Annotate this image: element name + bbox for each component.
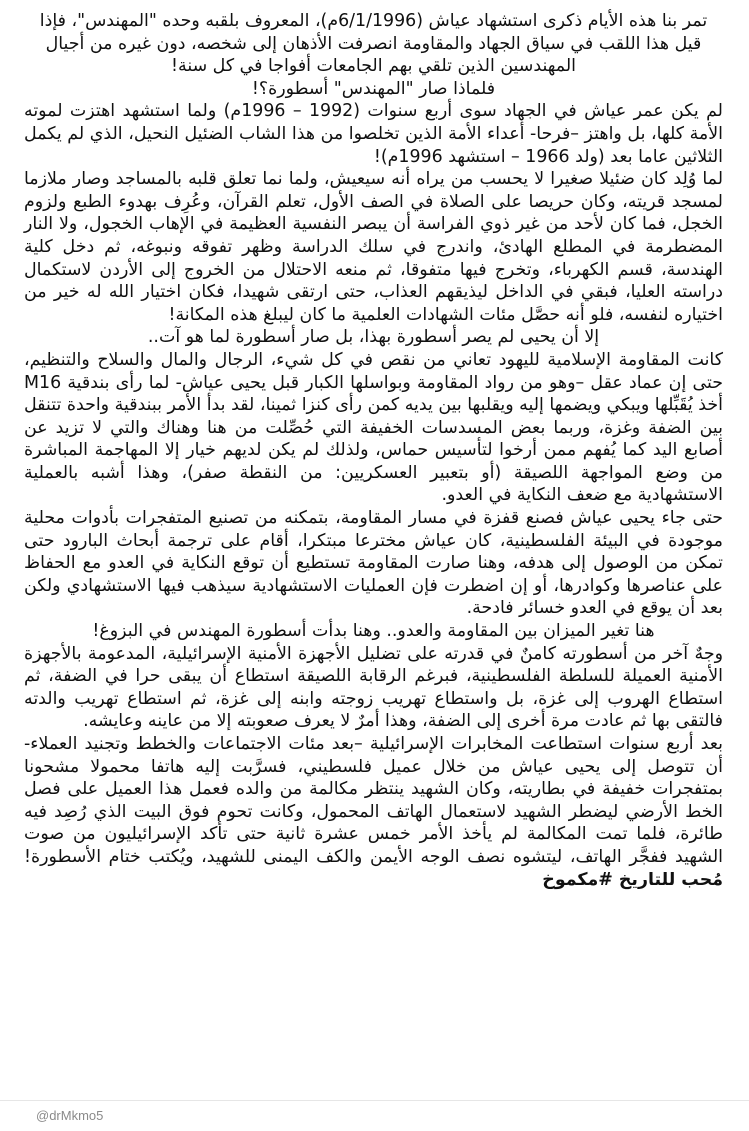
article-paragraph: هنا تغير الميزان بين المقاومة والعدو.. وهنا بدأت أسطورة المهندس في البزوغ! [92,621,655,642]
paragraph-text: بعد أربع سنوات استطاعت المخابرات الإسرائيلية –بعد مئات الاجتماعات والخطط وتجنيد العملاء- أن تتوصل إلى يحيى عياش من خلال عميل فلسطيني، فسرَّبت إليه هاتفا محمولا مشحونا بمتفجرات خفيفة في بطاريته، وكان الشهيد ينتظر مكالمة من والده فعمل هذا العميل على فصل الخط الأرضي ليضطر الشهيد لاستعمال الهاتف المحمول، وكانت تحوم فوق البيت الذي رُصِد فيه طائرة، فلما تمت المكالمة لم يأخذ الأمر خمس عشرة ثانية حتى تأكد الإسرائيليون من صوت الشهيد ففجَّر الهاتف، ليتشوه نصف الوجه الأيمن والكف اليمنى للشهيد، ويُكتب ختام الأسطورة! [24,734,723,867]
article-paragraph: إلا أن يحيى لم يصر أسطورة بهذا، بل صار أسطورة لما هو آت.. [147,327,600,348]
article-paragraph: حتى جاء يحيى عياش فصنع قفزة في مسار المقاومة، بتمكنه من تصنيع المتفجرات بأدوات محلية موجودة في البيئة الفلسطينية، كان عياش مخترعا مبتكرا، أقام على ترجمة أبحاث البارود حتى تمكن من الوصول إلى هدفه، وهنا صارت المقاومة تستطيع أن توقع النكاية في العدو مع الحفاظ على عناصرها وكوادرها، أو إن اضطرت فإن العمليات الاستشهادية سيذهب فيها الاستشهادي ولكن بعد أن يوقع في العدو خسائر فادحة. [24,508,723,619]
article-paragraph: كانت المقاومة الإسلامية لليهود تعاني من نقص في كل شيء، الرجال والمال والسلاح والتنظيم، حتى إن عماد عقل –وهو من رواد المقاومة وبواسلها الكبار قبل يحيى عياش- لما رأى بندقية M16 أخذ يُقَبِّلها ويبكي ويضمها إليه ويقلبها بين يديه كمن رأى كنزا ثمينا، لقد بدأ الأمر ببندقية واحدة تتنقل بين الضفة وغزة، وربما بعض المسدسات الخفيفة التي حُصِّلت من هنا وهناك والتي لا تزيد عن أصابع اليد كما يُفهم ممن أرخوا لتأسيس حماس، ولذلك لم يكن لديهم خيار إلا المهاجمة المباشرة من وضع المواجهة اللصيقة (أو بتعبير العسكريين: من النقطة صفر)، وهذا أشبه بالعملية الاستشهادية مع ضعف النكاية في العدو. [24,349,723,506]
article-paragraph: وجهٌ آخر من أسطورته كامنٌ في قدرته على تضليل الأجهزة الأمنية الإسرائيلية، المدعومة بالأجهزة الأمنية العميلة للسلطة الفلسطينية، فبرغم الرقابة اللصيقة استطاع أن يبقى حرا في الضفة، ثم استطاع الهروب إلى غزة، بل واستطاع تهريب زوجته وابنه إلى غزة، ثم استطاع تهريب والدته فالتقى بها ثم عادت مرة أخرى إلى الضفة، وهذا أمرٌ لا يعرف صعوبته إلا من عاينه وعايشه. [24,643,723,732]
image-footer [0,1100,749,1131]
article-body [24,10,723,891]
author-handle: @drMkmo5 [36,1108,104,1123]
article-paragraph: لم يكن عمر عياش في الجهاد سوى أربع سنوات (1992 – 1996م) ولما استشهد اهتزت لموته الأمة كلها، بل واهتز –فرحا- أعداء الأمة الذين تخلصوا من هذا الشاب الضئيل النحيل، الذي لم يكمل الثلاثين عاما بعد (ولد 1966 – استشهد 1996م)! [24,101,723,167]
article-paragraph: لما وُلِد كان ضئيلا صغيرا لا يحسب من يراه أنه سيعيش، ولما نما تعلق قلبه بالمساجد وصار ملازما لمسجد قريته، وكان حريصا على الصلاة في الصف الأول، تعلم القرآن، وعُرِف بهدوء الطبع ولزوم الخجل، فما كان لأحد من غير ذوي الفراسة أن يبصر النفسية العظيمة في الإهاب الخجول، ولا النار المضطرمة في المطلع الهادئ، واندرج في سلك الدراسة وظهر تفوقه ونبوغه، ثم دخل كلية الهندسة، قسم الكهرباء، وتخرج فيها متفوقا، ثم منعه الاحتلال من الخروج إلى الأردن لاستكمال دراسته العليا، فبقي في الداخل ليذيقهم العذاب، حتى ارتقى شهيدا، فكان اختيار الله له خير من اختياره لنفسه، فلو أنه حصَّل مئات الشهادات العلمية ما كان ليبلغ هذه المكانة! [24,169,723,325]
article-paragraph: فلماذا صار "المهندس" أسطورة؟! [251,78,496,99]
article-paragraph: تمر بنا هذه الأيام ذكرى استشهاد عياش (6/1/1996م)، المعروف بلقبه وحده "المهندس"، فإذا قيل هذا اللقب في سياق الجهاد والمقاومة انصرفت الأذهان إلى شخصه، دون غيره من أجيال المهندسين الذين تلقي بهم الجامعات أفواجا في كل سنة! [39,11,708,77]
article-paragraph [24,733,723,891]
author-signature: مُحب للتاريخ #مكموخ [542,869,723,890]
